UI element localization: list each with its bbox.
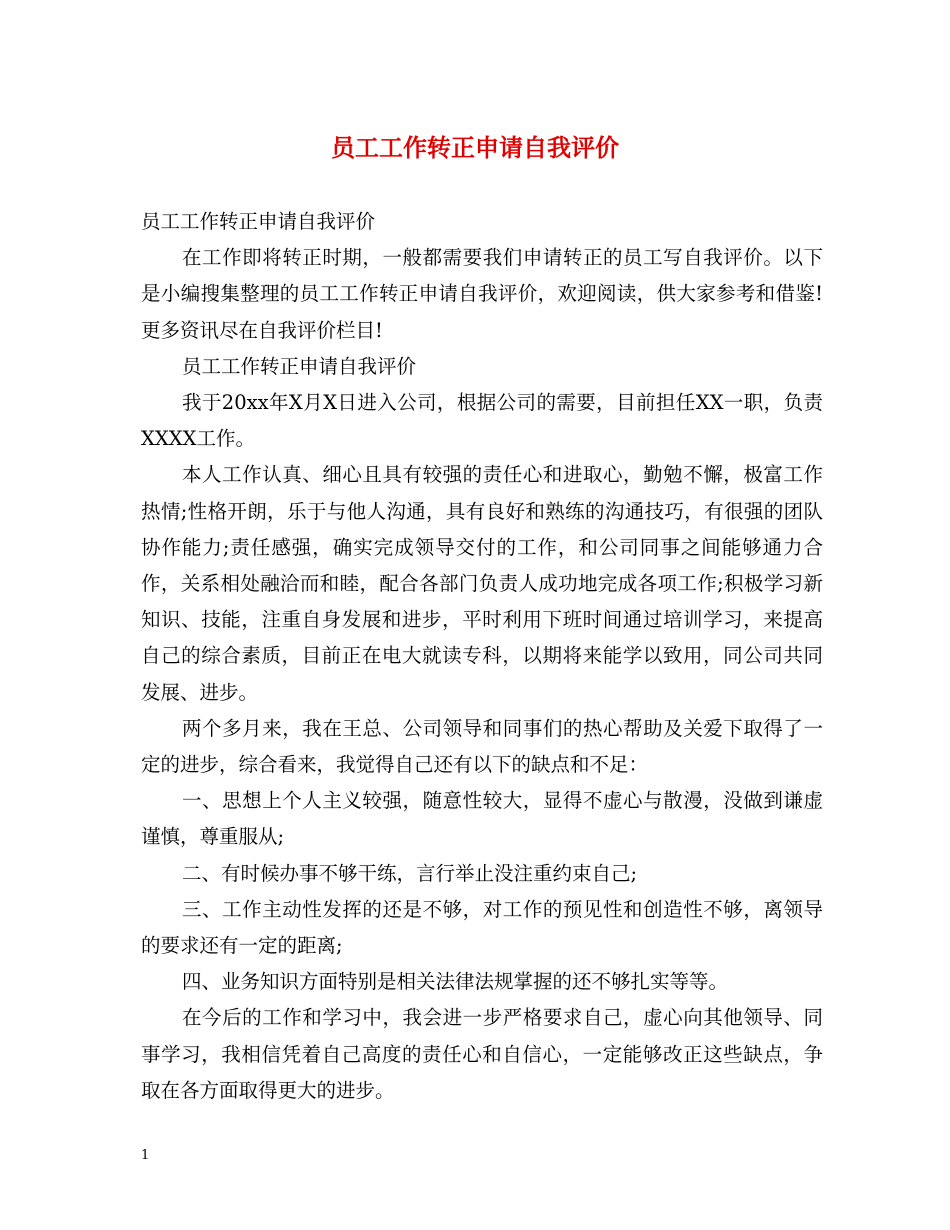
paragraph-shortcoming-1: 一、思想上个人主义较强，随意性较大，显得不虚心与散漫，没做到谦虚谨慎，尊重服从; (141, 789, 823, 849)
document-title: 员工工作转正申请自我评价 (331, 133, 619, 162)
document-body (141, 204, 823, 1109)
paragraph-position: 我于20xx年X月X日进入公司，根据公司的需要，目前担任XX一职，负责XXXX工作。 (141, 391, 823, 451)
paragraph-subheading: 员工工作转正申请自我评价 (182, 354, 417, 378)
paragraph-shortcoming-2: 二、有时候办事不够干练，言行举止没注重约束自己; (182, 861, 638, 885)
paragraph-progress: 两个多月来，我在王总、公司领导和同事们的热心帮助及关爱下取得了一定的进步，综合看来，我觉得自己还有以下的缺点和不足： (141, 716, 823, 777)
paragraph-conclusion: 在今后的工作和学习中，我会进一步严格要求自己，虚心向其他领导、同事学习，我相信凭着自己高度的责任心和自信心，一定能够改正这些缺点，争取在各方面取得更大的进步。 (141, 1006, 823, 1102)
paragraph-heading: 员工工作转正申请自我评价 (141, 210, 376, 233)
paragraph-shortcoming-4: 四、业务知识方面特别是相关法律法规掌握的还不够扎实等等。 (182, 970, 729, 994)
paragraph-intro: 在工作即将转正时期，一般都需要我们申请转正的员工写自我评价。以下是小编搜集整理的员工工作转正申请自我评价，欢迎阅读，供大家参考和借鉴!更多资讯尽在自我评价栏目! (141, 246, 823, 342)
paragraph-shortcoming-3: 三、工作主动性发挥的还是不够，对工作的预见性和创造性不够，离领导的要求还有一定的距离; (141, 897, 823, 958)
paragraph-strengths: 本人工作认真、细心且具有较强的责任心和进取心，勤勉不懈，极富工作热情;性格开朗，乐于与他人沟通，具有良好和熟练的沟通技巧，有很强的团队协作能力;责任感强，确实完成领导交付的工作，和公司同事之间能够通力合作，关系相处融洽而和睦，配合各部门负责人成功地完成各项工作;积极学习新知识、技能，注重自身发展和进步，平时利用下班时间通过培训学习，来提高自己的综合素质，目前正在电大就读专科，以期将来能学以致用，同公司共同发展、进步。 (141, 463, 823, 704)
page-number: 1 (141, 1148, 150, 1163)
